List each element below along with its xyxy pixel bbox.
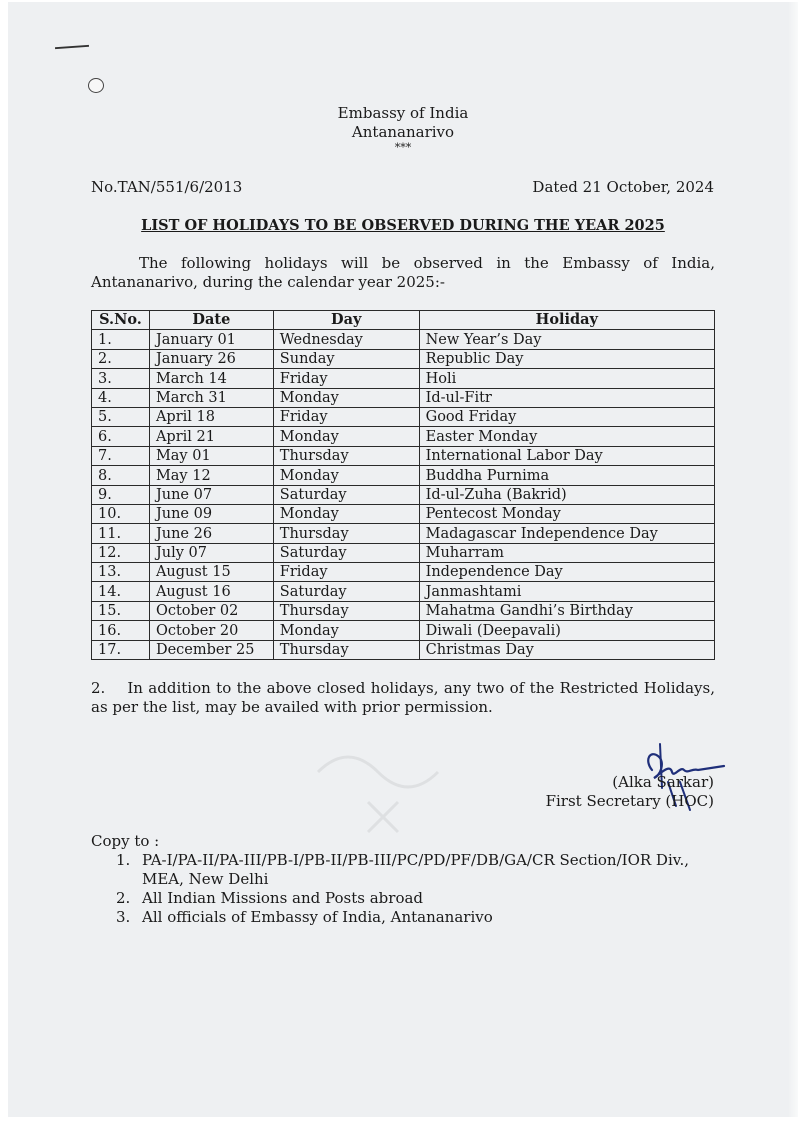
- cell-day: Wednesday: [273, 330, 419, 349]
- header-holiday: Holiday: [419, 311, 714, 330]
- list-item-text: All Indian Missions and Posts abroad: [142, 889, 424, 907]
- table-row: [92, 427, 715, 446]
- cell-date: March 14: [149, 369, 273, 388]
- cell-holiday: Pentecost Monday: [419, 504, 714, 523]
- cell-holiday: International Labor Day: [419, 446, 714, 465]
- cell-day: Friday: [273, 407, 419, 426]
- list-item: [116, 889, 716, 908]
- cell-date: January 26: [149, 349, 273, 368]
- cell-sno: 4.: [92, 388, 150, 407]
- cell-sno: 1.: [92, 330, 150, 349]
- letterhead-line-2: Antananarivo: [351, 123, 455, 141]
- list-item-text: All officials of Embassy of India, Antananarivo: [142, 908, 493, 926]
- list-item-number: 3.: [116, 908, 131, 926]
- cell-holiday: Buddha Purnima: [419, 466, 714, 485]
- cell-holiday: Holi: [419, 369, 714, 388]
- cell-holiday: Good Friday: [419, 407, 714, 426]
- cell-sno: 3.: [92, 369, 150, 388]
- table-row: [92, 582, 715, 601]
- cell-date: May 01: [149, 446, 273, 465]
- cell-date: August 15: [149, 563, 273, 582]
- signatory-name: (Alka Sarkar): [612, 773, 714, 791]
- holiday-table: [91, 310, 715, 660]
- punch-hole: [88, 78, 104, 93]
- table-row: [92, 601, 715, 620]
- cell-day: Saturday: [273, 582, 419, 601]
- letterhead-stars: ***: [394, 141, 412, 154]
- header-day: Day: [273, 311, 419, 330]
- header-sno: S.No.: [92, 311, 150, 330]
- faint-stamp-mark: [308, 732, 448, 842]
- table-row: [92, 524, 715, 543]
- cell-day: Monday: [273, 427, 419, 446]
- cell-day: Thursday: [273, 601, 419, 620]
- cell-date: October 02: [149, 601, 273, 620]
- cell-date: October 20: [149, 621, 273, 640]
- cell-holiday: New Year’s Day: [419, 330, 714, 349]
- cell-holiday: Republic Day: [419, 349, 714, 368]
- cell-date: April 18: [149, 407, 273, 426]
- cell-day: Thursday: [273, 446, 419, 465]
- cell-sno: 9.: [92, 485, 150, 504]
- table-row: [92, 485, 715, 504]
- cell-sno: 11.: [92, 524, 150, 543]
- cell-date: May 12: [149, 466, 273, 485]
- signatory-title: First Secretary (HOC): [545, 792, 714, 810]
- cell-day: Thursday: [273, 524, 419, 543]
- table-row: [92, 369, 715, 388]
- letterhead: [8, 104, 798, 154]
- paragraph-text: In addition to the above closed holidays, any two of the Restricted Holidays, as per the list, may be availed with prior permission.: [91, 679, 715, 716]
- copy-to-list: [116, 851, 716, 927]
- cell-sno: 6.: [92, 427, 150, 446]
- table-row: [92, 640, 715, 659]
- paragraph-number: 2.: [91, 679, 106, 697]
- list-item-text: PA-I/PA-II/PA-III/PB-I/PB-II/PB-III/PC/PD/PF/DB/GA/CR Section/IOR Div., MEA, New Delhi: [142, 851, 689, 888]
- list-item: [116, 908, 716, 927]
- cell-holiday: Mahatma Gandhi’s Birthday: [419, 601, 714, 620]
- cell-date: June 07: [149, 485, 273, 504]
- cell-date: August 16: [149, 582, 273, 601]
- table-row: [92, 504, 715, 523]
- restricted-holidays-paragraph: [91, 679, 715, 717]
- cell-date: January 01: [149, 330, 273, 349]
- cell-sno: 17.: [92, 640, 150, 659]
- cell-day: Monday: [273, 504, 419, 523]
- table-body: [92, 330, 715, 660]
- date-line: Dated 21 October, 2024: [532, 178, 714, 196]
- cell-sno: 7.: [92, 446, 150, 465]
- letterhead-line-1: Embassy of India: [337, 104, 469, 122]
- cell-sno: 10.: [92, 504, 150, 523]
- cell-holiday: Easter Monday: [419, 427, 714, 446]
- document-title: LIST OF HOLIDAYS TO BE OBSERVED DURING THE YEAR 2025: [141, 217, 665, 234]
- cell-sno: 15.: [92, 601, 150, 620]
- cell-sno: 16.: [92, 621, 150, 640]
- cell-day: Sunday: [273, 349, 419, 368]
- table-row: [92, 563, 715, 582]
- table-row: [92, 388, 715, 407]
- table-row: [92, 349, 715, 368]
- cell-holiday: Diwali (Deepavali): [419, 621, 714, 640]
- cell-holiday: Independence Day: [419, 563, 714, 582]
- cell-holiday: Id-ul-Fitr: [419, 388, 714, 407]
- table-row: [92, 330, 715, 349]
- cell-day: Monday: [273, 621, 419, 640]
- copy-to-label: Copy to :: [91, 832, 160, 850]
- cell-sno: 8.: [92, 466, 150, 485]
- cell-holiday: Janmashtami: [419, 582, 714, 601]
- cell-date: December 25: [149, 640, 273, 659]
- list-item-number: 1.: [116, 851, 131, 869]
- cell-sno: 12.: [92, 543, 150, 562]
- page-edge: [788, 2, 798, 1117]
- cell-day: Monday: [273, 466, 419, 485]
- cell-holiday: Madagascar Independence Day: [419, 524, 714, 543]
- cell-date: June 09: [149, 504, 273, 523]
- table-row: [92, 466, 715, 485]
- table-row: [92, 446, 715, 465]
- cell-day: Friday: [273, 369, 419, 388]
- cell-day: Thursday: [273, 640, 419, 659]
- cell-date: March 31: [149, 388, 273, 407]
- cell-day: Saturday: [273, 485, 419, 504]
- cell-day: Friday: [273, 563, 419, 582]
- intro-paragraph: The following holidays will be observed in the Embassy of India, Antananarivo, during the calendar year 2025:-: [91, 254, 715, 291]
- list-item-number: 2.: [116, 889, 131, 907]
- cell-holiday: Muharram: [419, 543, 714, 562]
- cell-date: June 26: [149, 524, 273, 543]
- cell-date: April 21: [149, 427, 273, 446]
- cell-day: Saturday: [273, 543, 419, 562]
- cell-date: July 07: [149, 543, 273, 562]
- table-row: [92, 407, 715, 426]
- table-row: [92, 543, 715, 562]
- reference-number: No.TAN/551/6/2013: [91, 178, 243, 196]
- header-date: Date: [149, 311, 273, 330]
- list-item: [116, 851, 716, 889]
- document-page: [8, 2, 798, 1117]
- cell-holiday: Christmas Day: [419, 640, 714, 659]
- punch-mark: [55, 45, 89, 49]
- cell-sno: 2.: [92, 349, 150, 368]
- table-row: [92, 621, 715, 640]
- cell-sno: 5.: [92, 407, 150, 426]
- cell-holiday: Id-ul-Zuha (Bakrid): [419, 485, 714, 504]
- cell-day: Monday: [273, 388, 419, 407]
- cell-sno: 13.: [92, 563, 150, 582]
- cell-sno: 14.: [92, 582, 150, 601]
- table-header-row: [92, 311, 715, 330]
